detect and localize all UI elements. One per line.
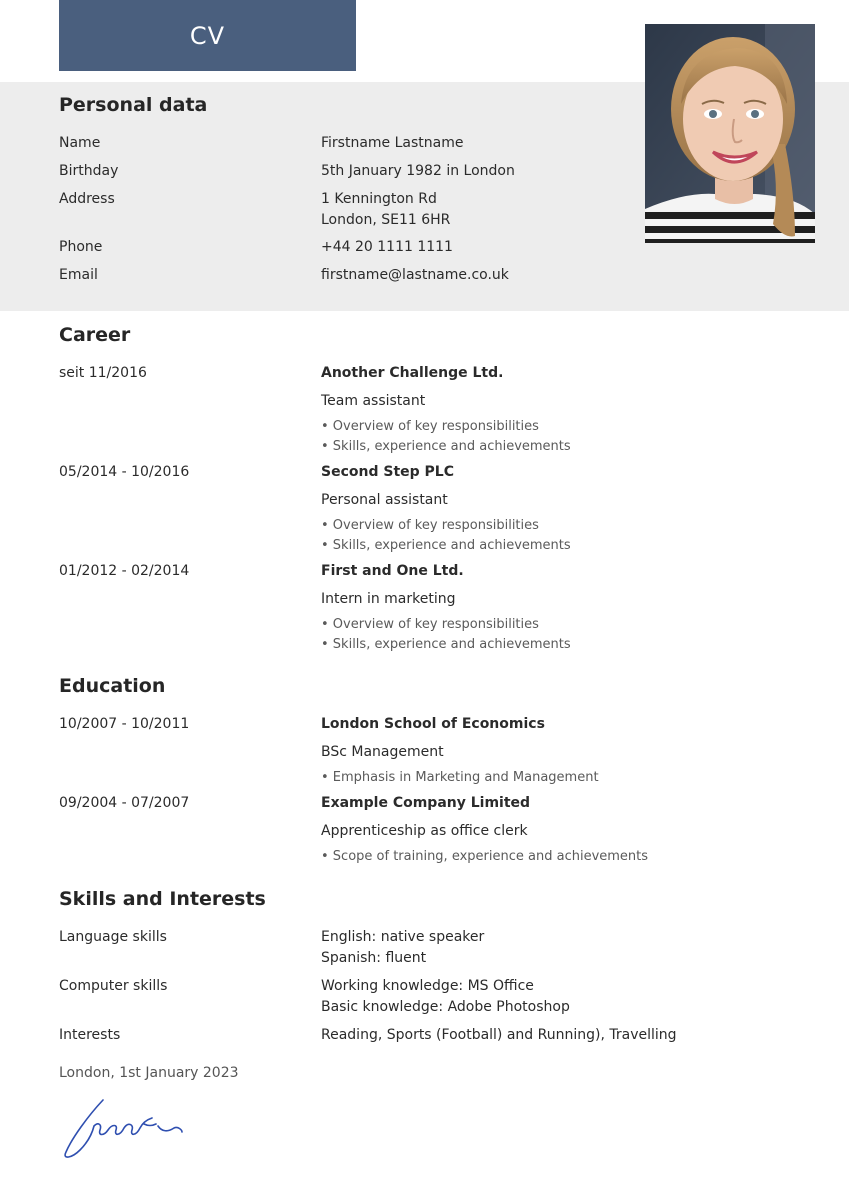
education-period: 10/2007 - 10/2011 <box>59 716 190 732</box>
career-role: Personal assistant <box>321 492 448 508</box>
computer-skills-label: Computer skills <box>59 978 168 994</box>
career-period: seit 11/2016 <box>59 365 147 381</box>
education-bullet: • Scope of training, experience and achievements <box>321 849 649 864</box>
profile-photo <box>645 24 815 243</box>
phone-value: +44 20 1111 1111 <box>321 239 453 255</box>
education-degree: BSc Management <box>321 744 444 760</box>
education-period: 09/2004 - 07/2007 <box>59 795 190 811</box>
interests-value: Reading, Sports (Football) and Running), Travelling <box>321 1027 677 1043</box>
birthday-value: 5th January 1982 in London <box>321 163 515 179</box>
career-role: Intern in marketing <box>321 591 456 607</box>
career-bullet: • Skills, experience and achievements <box>321 439 571 454</box>
career-company: Another Challenge Ltd. <box>321 365 504 381</box>
language-skills-label: Language skills <box>59 929 167 945</box>
career-bullet: • Overview of key responsibilities <box>321 518 539 533</box>
cv-title: CV <box>189 21 226 50</box>
name-value: Firstname Lastname <box>321 135 464 151</box>
career-company: First and One Ltd. <box>321 563 464 579</box>
language-skills-line-2: Spanish: fluent <box>321 950 427 966</box>
name-label: Name <box>59 135 101 151</box>
education-institution: London School of Economics <box>321 716 545 732</box>
cv-title-banner <box>59 0 356 71</box>
education-institution: Example Company Limited <box>321 795 531 811</box>
personal-data-heading: Personal data <box>59 94 208 116</box>
career-bullet: • Skills, experience and achievements <box>321 538 571 553</box>
career-period: 01/2012 - 02/2014 <box>59 563 190 579</box>
education-bullet: • Emphasis in Marketing and Management <box>321 770 599 785</box>
education-degree: Apprenticeship as office clerk <box>321 823 528 839</box>
career-company: Second Step PLC <box>321 464 454 480</box>
career-bullet: • Overview of key responsibilities <box>321 617 539 632</box>
career-bullet: • Overview of key responsibilities <box>321 419 539 434</box>
education-heading: Education <box>59 675 166 697</box>
computer-skills-line-2: Basic knowledge: Adobe Photoshop <box>321 999 570 1015</box>
interests-label: Interests <box>59 1027 121 1043</box>
email-label: Email <box>59 267 98 283</box>
career-period: 05/2014 - 10/2016 <box>59 464 190 480</box>
computer-skills-line-1: Working knowledge: MS Office <box>321 978 534 994</box>
address-label: Address <box>59 191 115 207</box>
career-role: Team assistant <box>321 393 426 409</box>
portrait-photo-icon <box>645 24 815 243</box>
address-line-1: 1 Kennington Rd <box>321 191 437 207</box>
career-bullet: • Skills, experience and achievements <box>321 637 571 652</box>
email-value: firstname@lastname.co.uk <box>321 267 509 283</box>
phone-label: Phone <box>59 239 103 255</box>
language-skills-line-1: English: native speaker <box>321 929 485 945</box>
skills-heading: Skills and Interests <box>59 888 266 910</box>
place-and-date: London, 1st January 2023 <box>59 1065 239 1081</box>
birthday-label: Birthday <box>59 163 119 179</box>
handwritten-signature-icon <box>58 1096 188 1162</box>
address-line-2: London, SE11 6HR <box>321 212 451 228</box>
career-heading: Career <box>59 324 131 346</box>
